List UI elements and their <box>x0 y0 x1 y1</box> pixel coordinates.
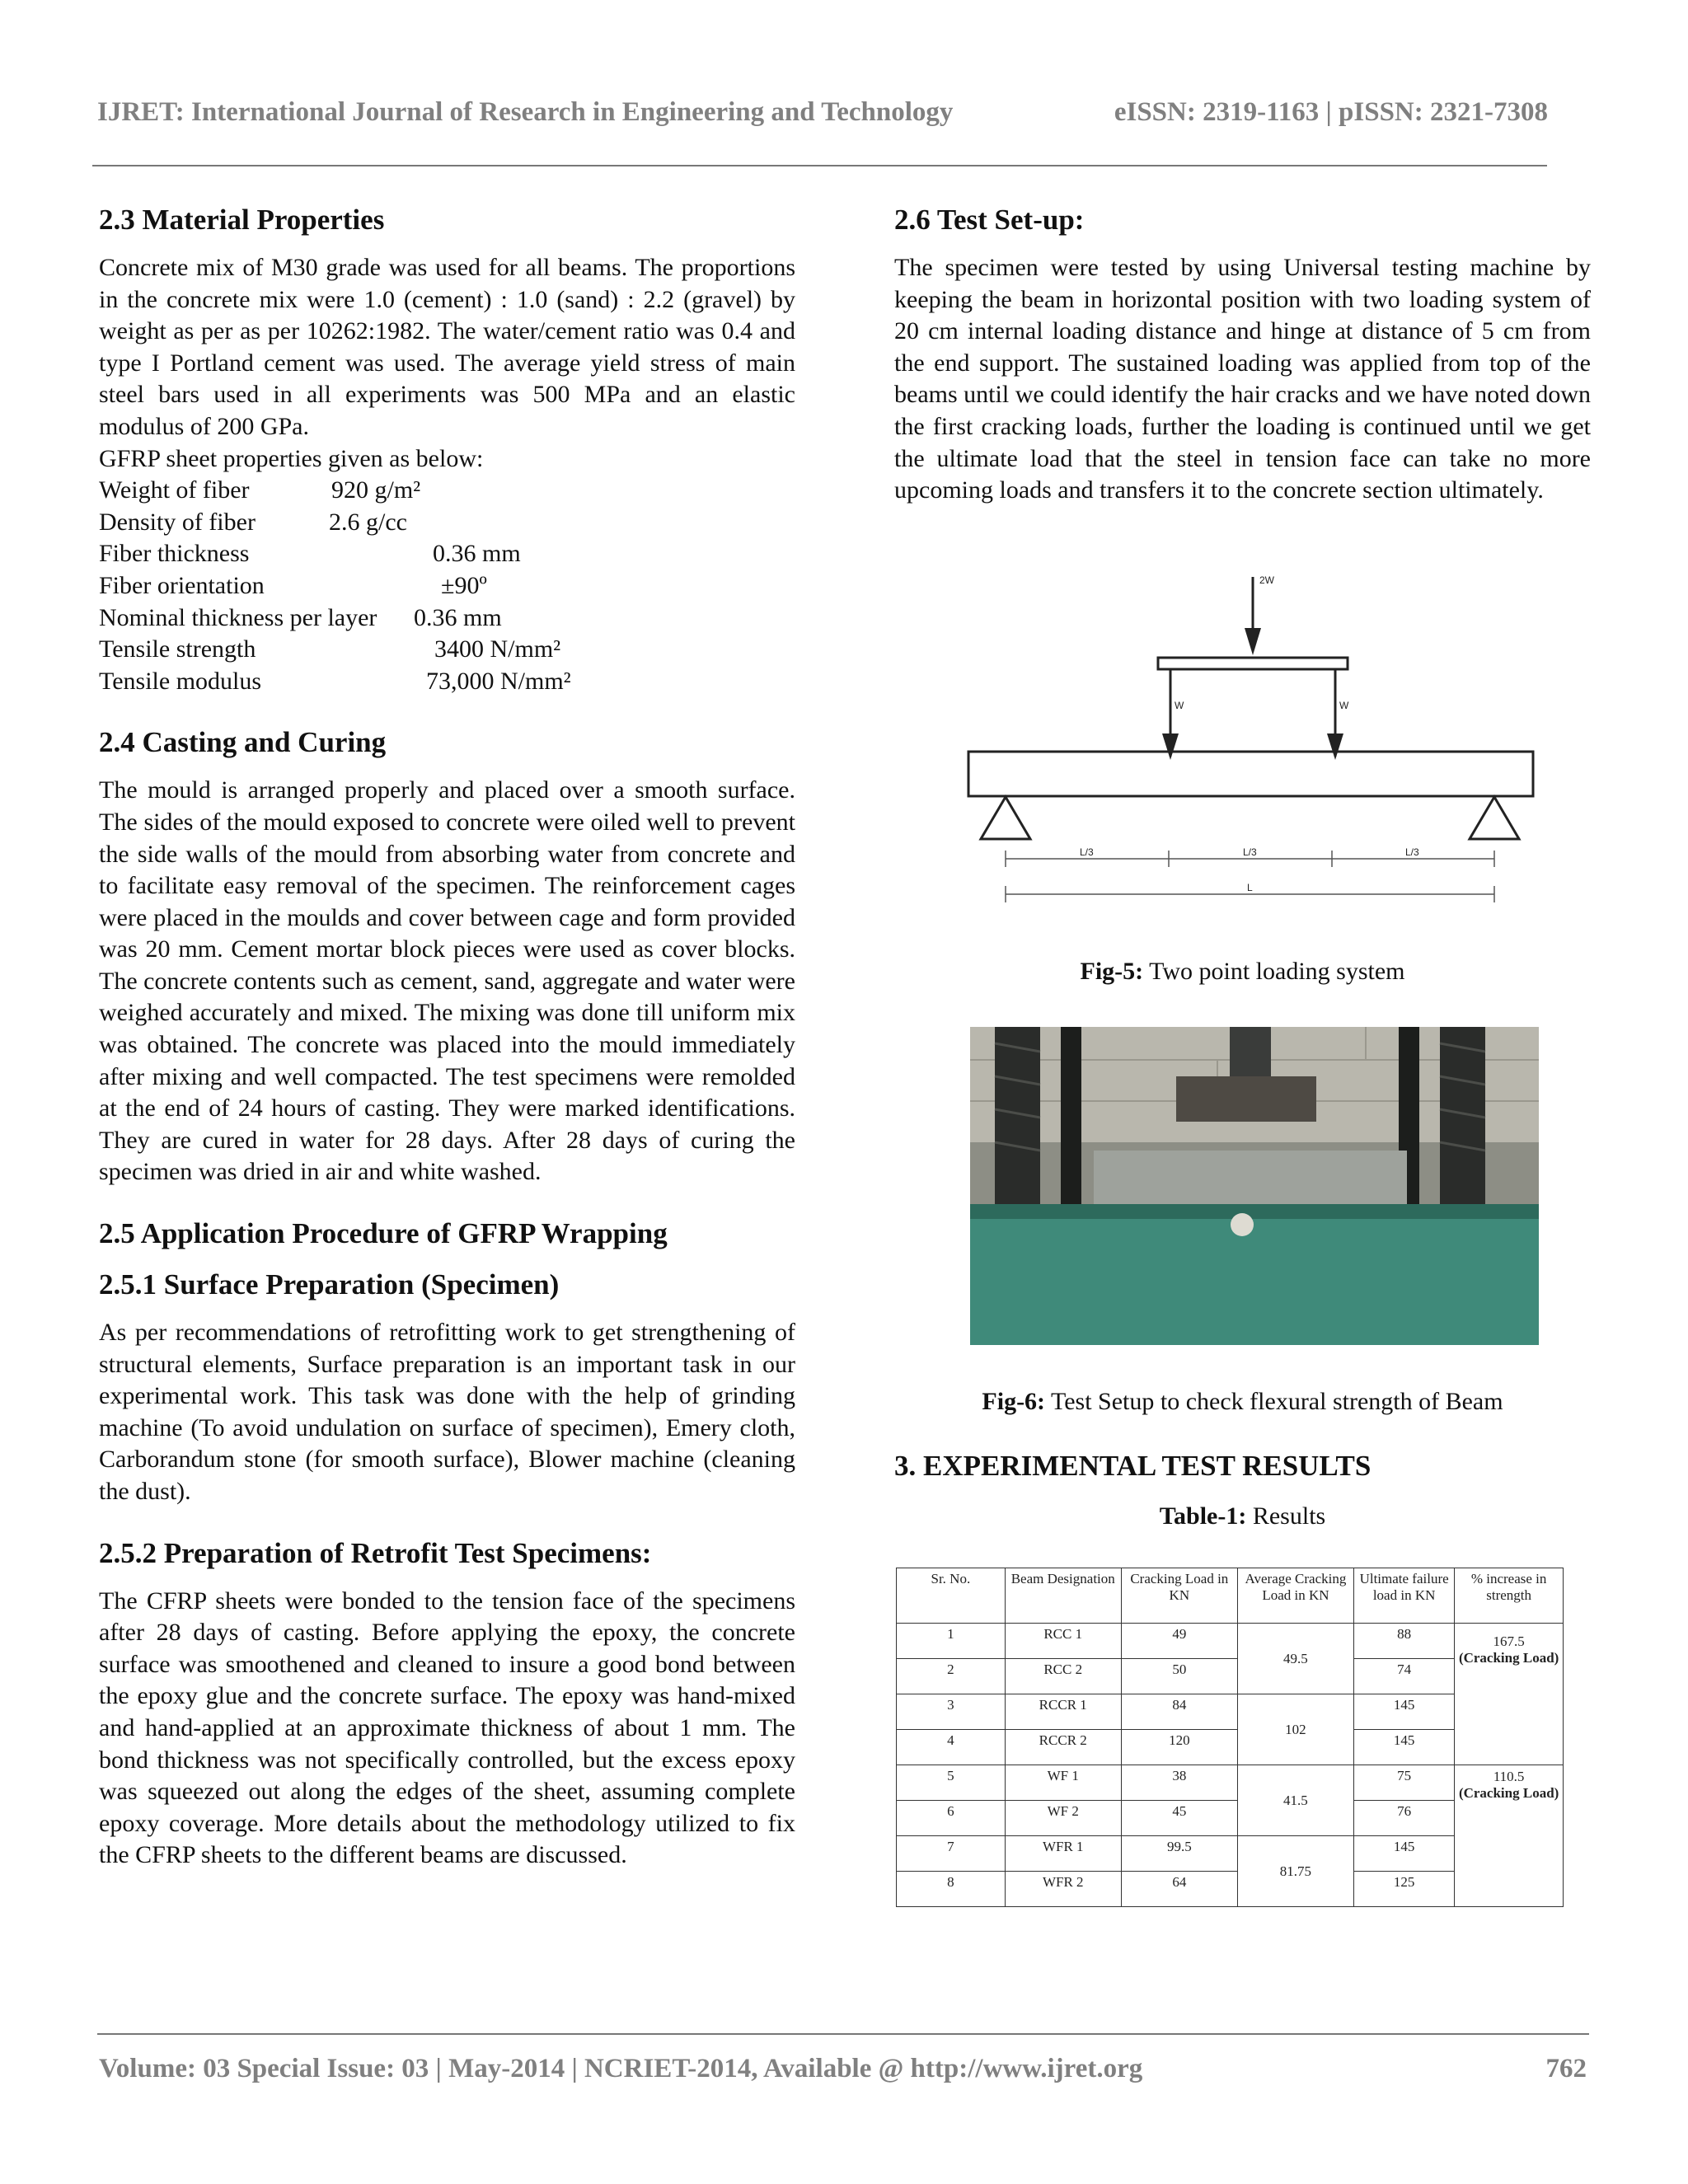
load-label-2w: 2W <box>1259 574 1274 586</box>
section-2-4-body: The mould is arranged properly and placed over a smooth surface. The sides of the mould exposed to concrete were oiled well to prevent the side walls of the mould from absorbing water from concrete and to facilitate easy removal of the specimen. The reinforcement cages were placed in the moulds and cover between cage and form provided was 20 mm. Cement mortar block pieces were used as cover blocks. The concrete contents such as cement, sand, aggregate and water were weighed accurately and mixed. The mixing was done till uniform mix was obtained. The concrete was placed into the mould immediately after mixing and well compacted. The test specimens were remolded at the end of 24 hours of casting. They were marked identifications. They are cured in water for 28 days. After 28 days of curing the specimen was dried in air and white washed. <box>99 776 795 1186</box>
table-row: 3 RCCR 1 84 102 145 <box>897 1694 1564 1730</box>
increase-wf: 110.5 (Cracking Load) <box>1455 1765 1564 1907</box>
right-support <box>1470 797 1519 839</box>
footer-rule <box>97 2033 1589 2035</box>
avg-cracking-load: 49.5 <box>1237 1624 1353 1694</box>
table-row: 2 RCC 2 50 74 <box>897 1659 1564 1694</box>
header-ultimate-failure-load: Ultimate failure load in KN <box>1353 1568 1454 1624</box>
avg-cracking-load: 41.5 <box>1237 1765 1353 1836</box>
table-row: 1 RCC 1 49 49.5 88 167.5 (Cracking Load) <box>897 1624 1564 1659</box>
avg-cracking-load: 102 <box>1237 1694 1353 1765</box>
span-label-1: L/3 <box>1080 846 1094 858</box>
section-2-5-2-title: 2.5.2 Preparation of Retrofit Test Specimens: <box>99 1536 652 1569</box>
section-2-6-title: 2.6 Test Set-up: <box>894 204 1085 236</box>
spreader-beam <box>1158 658 1348 669</box>
fig6-caption: Fig-6: Test Setup to check flexural strength of Beam <box>982 1388 1503 1415</box>
table-row: 8 WFR 2 64 125 <box>897 1872 1564 1907</box>
load-label-w-right: W <box>1339 700 1349 711</box>
page-number: 762 <box>1545 2054 1587 2083</box>
span-label-3: L/3 <box>1405 846 1419 858</box>
header-beam-designation: Beam Designation <box>1005 1568 1121 1624</box>
section-2-4-title: 2.4 Casting and Curing <box>99 726 387 759</box>
results-table <box>896 1568 1564 1907</box>
test-setup-photo <box>970 1027 1539 1345</box>
section-2-5-title: 2.5 Application Procedure of GFRP Wrapping <box>99 1217 668 1250</box>
section-3-title: 3. EXPERIMENTAL TEST RESULTS <box>894 1450 1372 1482</box>
running-footer <box>99 2054 1587 2084</box>
span-label-total: L <box>1247 882 1253 893</box>
section-2-5-1-title: 2.5.1 Surface Preparation (Specimen) <box>99 1268 560 1301</box>
property-row: Fiber thickness 0.36 mm <box>99 540 521 568</box>
two-point-loading-diagram <box>923 569 1566 915</box>
beam-body <box>968 752 1533 796</box>
property-row: Weight of fiber 920 g/m² <box>99 476 421 504</box>
right-column <box>894 198 1591 507</box>
gfrp-intro: GFRP sheet properties given as below: <box>99 444 484 472</box>
left-column <box>99 198 795 1872</box>
section-2-5-1-body: As per recommendations of retrofitting work to get strengthening of structural elements, Surface preparation is an important task in our experimental work. This task was done with the help of grinding machine (To avoid undulation on surface of specimen), Emery cloth, Carborandum stone (for smooth surface), Blower machine (cleaning the dust). <box>99 1319 795 1505</box>
table-1-caption: Table-1: Results <box>1159 1502 1326 1530</box>
table-row: 5 WF 1 38 41.5 75 110.5 (Cracking Load) <box>897 1765 1564 1801</box>
issn: eISSN: 2319-1163 | pISSN: 2321-7308 <box>1114 97 1548 127</box>
section-2-5-2-body: The CFRP sheets were bonded to the tension face of the specimens after 28 days of casting. Before applying the epoxy, the concrete surface was smoothened and cleaned to insure a good bond between the epoxy glue and the concrete surface. The epoxy was hand-mixed and hand-applied at an approximate thickness of about 1 mm. The bond thickness was not specifically controlled, but the excess epoxy was squeezed out along the edges of the sheet, assuming complete epoxy coverage. More details about the methodology utilized to fix the CFRP sheets to the different beams are discussed. <box>99 1586 795 1869</box>
left-support <box>981 797 1030 839</box>
header-rule <box>92 165 1547 166</box>
property-row: Tensile strength 3400 N/mm² <box>99 635 561 663</box>
table-header-row <box>897 1568 1564 1624</box>
header-sr-no: Sr. No. <box>897 1568 1006 1624</box>
property-row: Nominal thickness per layer 0.36 mm <box>99 603 502 631</box>
avg-cracking-load: 81.75 <box>1237 1836 1353 1907</box>
property-row: Density of fiber 2.6 g/cc <box>99 508 407 536</box>
header-cracking-load: Cracking Load in KN <box>1121 1568 1237 1624</box>
header-average-cracking-load: Average Cracking Load in KN <box>1237 1568 1353 1624</box>
volume-info: Volume: 03 Special Issue: 03 | May-2014 | NCRIET-2014, Available @ http://www.ijret.org <box>99 2054 1143 2083</box>
load-label-w-left: W <box>1175 700 1184 711</box>
section-2-3-body: Concrete mix of M30 grade was used for all beams. The proportions in the concrete mix were 1.0 (cement) : 1.0 (sand) : 2.2 (gravel) by weight as per as per 10262:1982. The water/cement ratio was 0.4 and type I Portland cement was used. The average yield stress of main steel bars used in all experiments was 500 MPa and an elastic modulus of 200 GPa. <box>99 254 795 440</box>
table-row: 6 WF 2 45 76 <box>897 1801 1564 1836</box>
header-percent-increase: % increase in strength <box>1455 1568 1564 1624</box>
section-2-6-body: The specimen were tested by using Universal testing machine by keeping the beam in horizontal position with two loading system of 20 cm internal loading distance and hinge at distance of 5 cm from the end support. The sustained loading was applied from top of the beams until we could identify the hair cracks and we have noted down the first cracking loads, further the loading is continued until we get the ultimate load that the steel in tension face can take no more upcoming loads and transfers it to the concrete section ultimately. <box>894 254 1591 504</box>
fig5-caption: Fig-5: Two point loading system <box>1080 958 1405 985</box>
gfrp-properties-list <box>99 475 795 697</box>
table-row: 7 WFR 1 99.5 81.75 145 <box>897 1836 1564 1872</box>
property-row: Tensile modulus 73,000 N/mm² <box>99 667 571 695</box>
increase-rcc: 167.5 (Cracking Load) <box>1455 1624 1564 1765</box>
span-label-2: L/3 <box>1243 846 1257 858</box>
property-row: Fiber orientation ±90º <box>99 571 487 599</box>
section-2-3-title: 2.3 Material Properties <box>99 204 385 236</box>
journal-name: IJRET: International Journal of Research in Engineering and Technology <box>97 97 954 127</box>
table-row: 4 RCCR 2 120 145 <box>897 1730 1564 1765</box>
